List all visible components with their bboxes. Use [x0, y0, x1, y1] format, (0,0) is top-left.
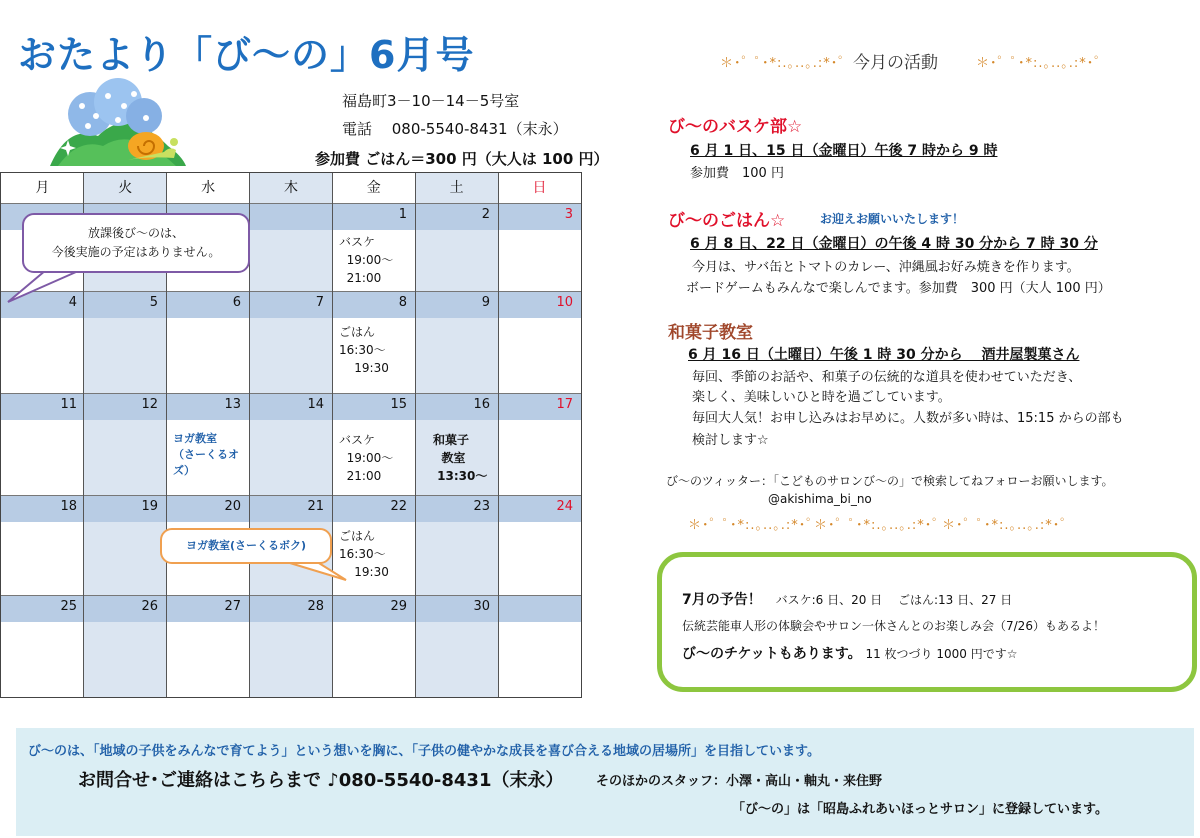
day-number: 20	[224, 499, 241, 514]
ticket-row	[682, 643, 1017, 663]
decoration-row-1: ＊･゜ﾟ･*:.｡..｡.:*･゜	[688, 518, 821, 533]
ticket-rest: 11 枚つづり 1000 円です☆	[865, 647, 1018, 661]
decoration-row-2: ＊･゜ﾟ･*:.｡..｡.:*･゜	[814, 518, 947, 533]
weekday-thu: 木	[250, 173, 333, 203]
day-number: 5	[149, 295, 158, 310]
wagashi-line4: 検討します☆	[692, 433, 769, 448]
day-number: 21	[307, 499, 324, 514]
basket-date: 6 月 1 日、15 日（金曜日）午後 7 時から 9 時	[690, 143, 998, 159]
weekday-wed: 水	[201, 180, 216, 196]
afterschool-notice-bubble	[22, 213, 250, 273]
event-basket-jun1: バスケ 19:00～ 21:00	[339, 235, 394, 285]
newsletter-title: おたより「び〜の」6月号	[18, 33, 475, 77]
event-yoga-jun13: ヨガ教室 （さーくるオ ズ）	[173, 432, 239, 477]
day-number: 4	[68, 295, 77, 310]
event-gohan-jun22: ごはん 16:30～ 19:30	[339, 529, 389, 579]
day-number: 27	[224, 599, 241, 614]
tuesday-column-shade	[84, 203, 167, 697]
day-number: 10	[556, 295, 573, 310]
day-number: 24	[556, 499, 573, 514]
contact-line: お問合せ･ご連絡はこちらまで ♪080-5540-8431（末永）	[78, 770, 564, 791]
address: 福島町3－10－14－5号室	[342, 92, 520, 110]
wagashi-date: 6 月 16 日（土曜日）午後 1 時 30 分から 酒井屋製菓さん	[688, 347, 1080, 363]
day-number: 8	[398, 295, 407, 310]
hydrangea-snail-illustration	[48, 76, 188, 168]
event-gohan-jun8: ごはん 16:30～ 19:30	[339, 325, 389, 375]
day-number: 12	[141, 397, 158, 412]
weekday-sat: 土	[415, 173, 498, 203]
footer	[16, 728, 1194, 836]
staff-list: そのほかのスタッフ：小澤・高山・軸丸・来住野	[596, 774, 883, 789]
day-number: 25	[60, 599, 77, 614]
day-number: 6	[232, 295, 241, 310]
ticket-bold: び〜のチケットもあります。	[682, 646, 862, 662]
day-number: 15	[390, 397, 407, 412]
day-number: 29	[390, 599, 407, 614]
phone: 電話 080-5540-8431（末永）	[342, 120, 568, 138]
july-schedule: バスケ:6 日、20 日 ごはん:13 日、27 日	[775, 593, 1013, 607]
wagashi-line1: 毎回、季節のお話や、和菓子の伝統的な道具を使わせていただき、	[692, 370, 1082, 385]
july-preview-box	[657, 552, 1197, 692]
day-number: 14	[307, 397, 324, 412]
twitter-note: び〜のツィッター：「こどものサロンび〜の」で検索してねフォローお願いします。	[666, 474, 1114, 488]
day-number: 3	[564, 207, 573, 222]
day-number: 28	[307, 599, 324, 614]
gohan-line2: ボードゲームもみんなで楽しんでます。参加費 300 円（大人 100 円）	[686, 281, 1111, 296]
thursday-column-shade	[250, 203, 333, 697]
decoration-row-3: ＊･゜ﾟ･*:.｡..｡.:*･゜	[942, 518, 1075, 533]
july-heading: 7月の予告！	[682, 592, 762, 608]
day-number: 11	[60, 397, 77, 412]
event-wagashi-jun16: 和菓子 教室 13:30～	[433, 433, 488, 483]
decoration-right: ＊･゜ﾟ･*:.｡..｡.:*･゜	[976, 56, 1109, 71]
wagashi-line2: 楽しく、美味しいひと時を過ごしています。	[692, 390, 951, 405]
afterschool-notice-line2: 今後実施の予定はありません。	[51, 245, 221, 259]
registration-note: 「び〜の」は「昭島ふれあいほっとサロン」に登録しています。	[732, 802, 1108, 817]
mission-statement: び〜のは、「地域の子供をみんなで育てよう」という想いを胸に、「子供の健やかな成長を喜び合える地域の居場所」を目指しています。	[28, 744, 820, 759]
day-number: 2	[481, 207, 490, 222]
gohan-title: び〜のごはん☆	[668, 211, 786, 231]
basket-title: び〜のバスケ部☆	[668, 117, 803, 137]
day-number: 30	[473, 599, 490, 614]
day-number: 23	[473, 499, 490, 514]
weekday-sun: 日	[532, 180, 547, 196]
wagashi-line3: 毎回大人気！お申し込みはお早めに。人数が多い時は、15:15 からの部も	[692, 411, 1124, 426]
gohan-pickup-note: お迎えお願いいたします！	[820, 212, 965, 226]
twitter-handle[interactable]: @akishima_bi_no	[768, 492, 872, 506]
decoration-left: ＊･゜ﾟ･*:.｡..｡.:*･゜	[720, 56, 853, 71]
day-number: 16	[473, 397, 490, 412]
event-basket-jun15: バスケ 19:00～ 21:00	[339, 433, 394, 483]
yoga-bubble: ヨガ教室(さーくるボク)	[160, 528, 332, 564]
weekday-tue: 火	[84, 173, 167, 203]
day-number: 18	[60, 499, 77, 514]
gohan-date: 6 月 8 日、22 日（金曜日）の午後 4 時 30 分から 7 時 30 分	[690, 236, 1098, 252]
day-number: 9	[481, 295, 490, 310]
activities-heading: 今月の活動	[853, 53, 938, 73]
weekday-fri: 金	[366, 180, 381, 196]
fee-note: 参加費 ごはん＝300 円（大人は 100 円）	[315, 150, 609, 168]
july-events: 伝統芸能車人形の体験会やサロン一休さんとのお楽しみ会（7/26）もあるよ！	[682, 619, 1105, 633]
weekday-mon: 月	[35, 180, 50, 196]
day-number: 19	[141, 499, 158, 514]
afterschool-notice-line1: 放課後び〜のは、	[87, 226, 184, 240]
basket-fee: 参加費 100 円	[690, 166, 784, 181]
day-number: 26	[141, 599, 158, 614]
day-number: 1	[398, 207, 407, 222]
gohan-line1: 今月は、サバ缶とトマトのカレー、沖縄風お好み焼きを作ります。	[692, 260, 1080, 275]
day-number: 7	[315, 295, 324, 310]
day-number: 13	[224, 397, 241, 412]
wagashi-title: 和菓子教室	[668, 323, 753, 343]
weekday-header	[1, 173, 581, 203]
day-number: 17	[556, 397, 573, 412]
july-heading-row	[682, 589, 1012, 609]
day-number: 22	[390, 499, 407, 514]
